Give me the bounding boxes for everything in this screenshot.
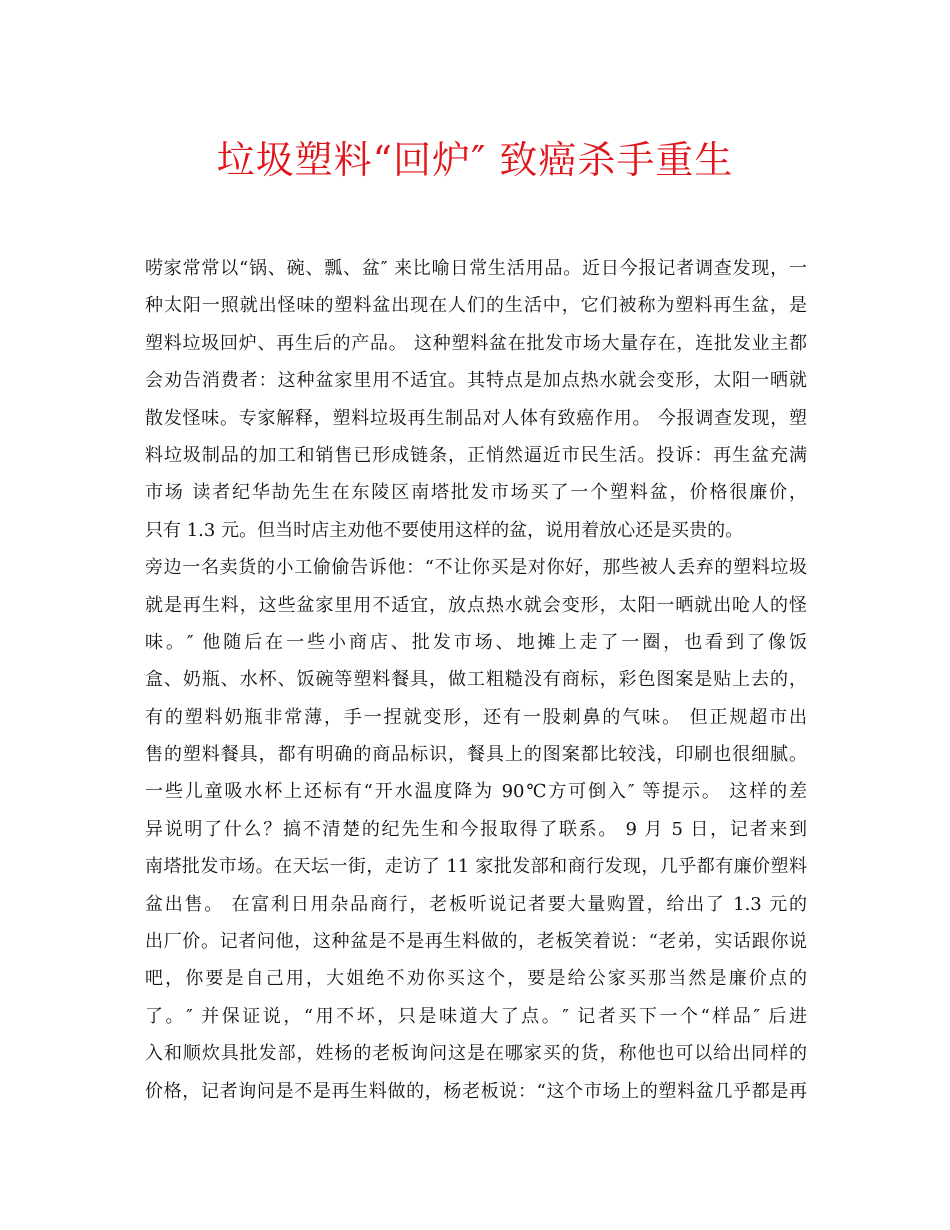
text-line: 散发怪味。专家解释，塑料垃圾再生制品对人体有致癌作用。 今报调查发现，塑 [145, 407, 807, 429]
text-line: 价格，记者询问是不是再生料做的，杨老板说：“这个市场上的塑料盆几乎都是再 [145, 1080, 807, 1102]
text-line: 售的塑料餐具，都有明确的商品标识，餐具上的图案都比较浅，印刷也很细腻。 [145, 744, 807, 766]
text-line: 市场 读者纪华劼先生在东陵区南塔批发市场买了一个塑料盆，价格很廉价， [145, 482, 807, 504]
text-line: 入和顺炊具批发部，姓杨的老板询问这是在哪家买的货，称他也可以给出同样的 [145, 1043, 807, 1065]
text-line: 一些儿童吸水杯上还标有“开水温度降为 90℃方可倒入″ 等提示。 这样的差 [145, 781, 807, 803]
text-line: 旁边一名卖货的小工偷偷告诉他：“不让你买是对你好，那些被人丢弃的塑料垃圾 [145, 557, 807, 579]
page-title: 垃圾塑料“回炉″ 致癌杀手重生 [216, 138, 734, 182]
text-line: 出厂价。记者问他，这种盆是不是再生料做的，老板笑着说：“老弟，实话跟你说 [145, 931, 807, 953]
text-line: 种太阳一照就出怪味的塑料盆出现在人们的生活中，它们被称为塑料再生盆，是 [145, 295, 807, 317]
text-line: 异说明了什么？搞不清楚的纪先生和今报取得了联系。 9 月 5 日，记者来到 [145, 818, 807, 840]
text-line: 盒、奶瓶、水杯、饭碗等塑料餐具，做工粗糙没有商标，彩色图案是贴上去的， [145, 669, 807, 691]
text-line: 了。″ 并保证说，“用不坏，只是味道大了点。″ 记者买下一个“样品″ 后进 [145, 1005, 807, 1027]
text-line: 唠家常常以“锅、碗、瓢、盆″ 来比喻日常生活用品。近日今报记者调查发现，一 [145, 258, 807, 279]
text-line: 就是再生料，这些盆家里用不适宜，放点热水就会变形，太阳一晒就出呛人的怪 [145, 594, 807, 616]
article-body [145, 250, 807, 1110]
text-line: 盆出售。 在富利日用杂品商行，老板听说记者要大量购置，给出了 1.3 元的 [145, 893, 807, 915]
text-line: 有的塑料奶瓶非常薄，手一捏就变形，还有一股刺鼻的气味。 但正规超市出 [145, 706, 807, 728]
text-line: 味。″ 他随后在一些小商店、批发市场、地摊上走了一圈，也看到了像饭 [145, 631, 807, 653]
text-line: 料垃圾制品的加工和销售已形成链条，正悄然逼近市民生活。投诉：再生盆充满 [145, 444, 807, 466]
text-line: 会劝告消费者：这种盆家里用不适宜。其特点是加点热水就会变形，太阳一晒就 [145, 370, 807, 392]
text-line: 塑料垃圾回炉、再生后的产品。 这种塑料盆在批发市场大量存在，连批发业主都 [145, 332, 807, 354]
text-line: 南塔批发市场。在天坛一街，走访了 11 家批发部和商行发现，几乎都有廉价塑料 [145, 856, 807, 878]
text-line: 只有 1.3 元。但当时店主劝他不要使用这样的盆，说用着放心还是买贵的。 [145, 519, 744, 541]
text-line: 吧，你要是自己用，大姐绝不劝你买这个，要是给公家买那当然是廉价点的 [145, 968, 807, 990]
